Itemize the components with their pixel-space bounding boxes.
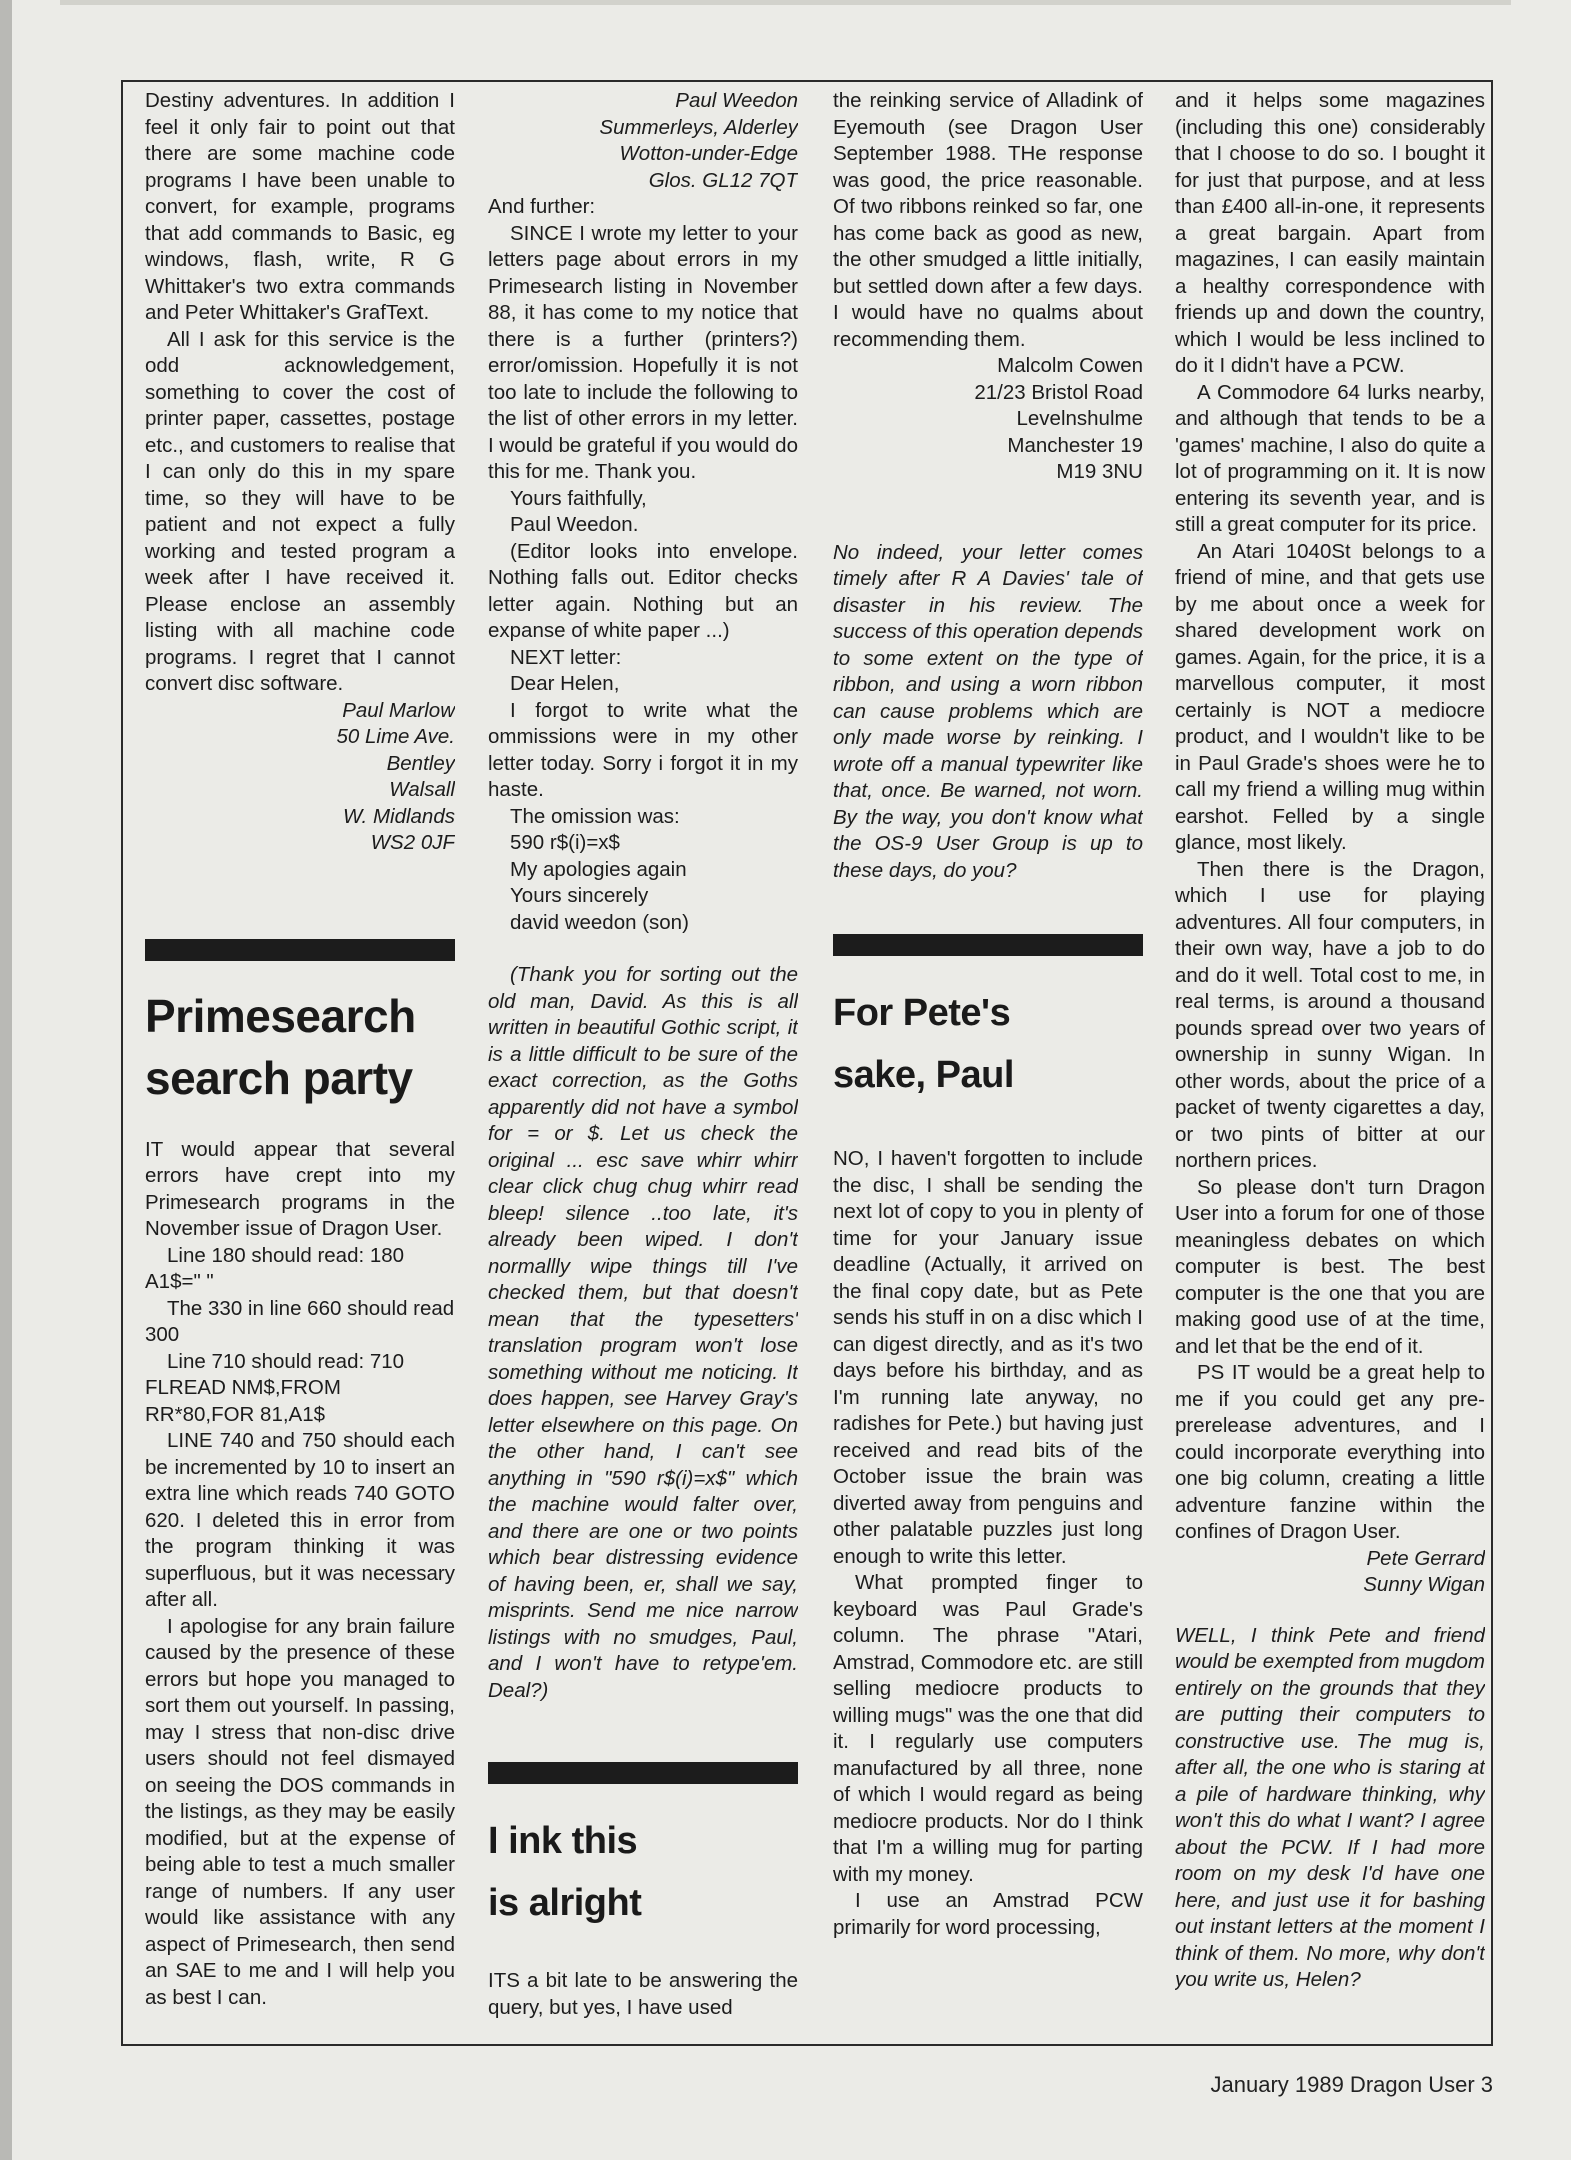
headline-line: For Pete's <box>833 992 1011 1034</box>
editor-reply: WELL, I think Pete and friend would be exempted from mugdom entirely on the grounds that they are putting their computers to constructive use. The mug is, after all, the one who is staring at a pile of hardware thinking, why won't this do what I want? I agree about the PCW. If I had more room on my desk I'd have one here, and just use it for bashing out instant letters at the moment I think of them. No more, why don't you write us, Helen? <box>1175 1623 1485 1991</box>
section-divider-bar <box>145 939 455 961</box>
paragraph: The omission was: <box>510 804 680 828</box>
signature-line: Levelnshulme <box>1016 407 1143 430</box>
paragraph: SINCE I wrote my letter to your letters page about errors in my Primesearch listing in November 88, it has come to my notice that there is a further (printers?) error/omission. Hopefully it is not too late to include the following to the list of other errors in my letter. I would be grateful if you would do this for me. Thank you. <box>488 221 798 483</box>
signature-line: Glos. GL12 7QT <box>648 168 798 192</box>
headline-line: search party <box>145 1051 413 1104</box>
paragraph: (Editor looks into envelope. Nothing falls out. Editor checks letter again. Nothing but an expanse of white paper ...) <box>488 539 798 642</box>
signature-line: Malcolm Cowen <box>997 354 1143 377</box>
paragraph: Yours sincerely <box>510 884 649 907</box>
column-3 <box>833 88 1143 2038</box>
signature-line: Summerleys, Alderley <box>599 115 798 139</box>
paragraph: Line 710 should read: 710 FLREAD NM$,FROM RR*80,FOR 81,A1$ <box>145 1349 405 1426</box>
paragraph: Dear Helen, <box>510 672 620 695</box>
column-1 <box>145 88 455 2038</box>
paragraph: LINE 740 and 750 should each be incremented by 10 to insert an extra line which reads 740 GOTO 620. I deleted this in error from the program thinking it was superfluous, but it was necessary after all. <box>145 1429 455 1611</box>
page-footer: January 1989 Dragon User 3 <box>1210 2072 1493 2097</box>
page-spine-shadow <box>0 0 12 2160</box>
signature-line: Walsall <box>389 778 455 801</box>
paragraph: Then there is the Dragon, which I use for playing adventures. All four computers, in their own way, have a job to do and do it well. Total cost to me, in real terms, is around a thousand pounds spread over two years of ownership in sunny Wigan. In other words, about the price of a packet of twenty cigarettes a day, or two pints of bitter at our northern prices. <box>1175 857 1485 1172</box>
signature-line: Pete Gerrard <box>1366 1546 1485 1570</box>
headline-line: sake, Paul <box>833 1054 1014 1096</box>
signature-line: Wotton-under-Edge <box>619 142 798 165</box>
paragraph: NO, I haven't forgotten to include the disc, I shall be sending the next lot of copy to you in plenty of time for your January issue deadline (Actually, it arrived on the final copy date, but as Pete sends his stuff in on a disc which I can digest directly, and as it's two days before his birthday, and as I'm running late anyway, no radishes for Pete.) but having just received and read bits of the October issue the brain was diverted away from penguins and other palatable puzzles just long enough to write this letter. <box>833 1147 1143 1568</box>
paragraph: 590 r$(i)=x$ <box>510 831 620 854</box>
section-divider-bar <box>833 934 1143 956</box>
paragraph: I use an Amstrad PCW primarily for word processing, <box>833 1889 1143 1939</box>
signature-line: M19 3NU <box>1056 460 1143 483</box>
paragraph: and it helps some magazines (including this one) considerably that I choose to do so. I bought it for just that purpose, and at less than £400 all-in-one, it represents a great bargain. Apart from magazines, I can easily maintain a healthy correspondence with friends up and down the country, which I would be less inclined to do it I didn't have a PCW. <box>1175 89 1485 377</box>
signature-line: 21/23 Bristol Road <box>974 380 1143 404</box>
column-2 <box>488 88 798 2038</box>
headline-line: I ink this <box>488 1820 638 1862</box>
signature-line: W. Midlands <box>342 804 455 828</box>
paragraph: david weedon (son) <box>510 910 689 934</box>
signature-line: Paul Weedon <box>675 89 798 112</box>
paragraph: Yours faithfully, <box>510 486 647 510</box>
editor-reply: No indeed, your letter comes timely after R A Davies' tale of disaster in his review. The success of this operation depends to some extent on the type of ribbon, and using a worn ribbon can cause problems which are only made worse by reinking. I wrote off a manual typewriter like that, once. Be warned, not worn. By the way, you don't know what the OS-9 User Group is up to these days, do you? <box>833 540 1143 882</box>
paragraph: Line 180 should read: 180 A1$=" " <box>145 1243 405 1293</box>
paragraph: Destiny adventures. In addition I feel it only fair to point out that there are some machine code programs I have been unable to convert, for example, programs that add commands to Basic, eg windows, flash, write, R G Whittaker's two extra commands and Peter Whittaker's GrafText. <box>145 89 455 324</box>
headline-for-petes-sake <box>833 982 1143 1106</box>
signature-line: WS2 0JF <box>370 831 455 854</box>
paragraph: PS IT would be a great help to me if you could get any pre-prerelease adventures, and I could incorporate everything into one big column, creating a little adventure fanzine within the confines of Dragon User. <box>1175 1361 1485 1543</box>
paragraph: Paul Weedon. <box>510 513 639 536</box>
editor-reply: (Thank you for sorting out the old man, David. As this is all written in beautiful Gothic script, it is a little difficult to be sure of the exact correction, as the Goths apparently did not have a symbol for = or $. Let us check the original ... esc save whirr whirr clear click chug chug whirr read bleep! silence ..too late, it's already been wiped. I don't normallly wipe things till I've checked them, but that doesn't mean that the typesetters' translation program won't lose something without me noticing. It does happen, see Harvey Gray's letter elsewhere on this page. On the other hand, I can't see anything in "590 r$(i)=x$" which the machine would falter over, and there are one or two points which bear distressing evidence of having been, er, shall we say, misprints. Send me nice narrow listings with no smudges, Paul, and I won't have to retype'em. Deal?) <box>488 963 798 1702</box>
signature-line: Sunny Wigan <box>1363 1573 1485 1596</box>
paragraph: I forgot to write what the ommissions were in my other letter today. Sorry i forgot it in my haste. <box>488 698 798 801</box>
paragraph: IT would appear that several errors have crept into my Primesearch programs in the November issue of Dragon User. <box>145 1137 455 1240</box>
headline-primesearch <box>145 985 455 1109</box>
paragraph: All I ask for this service is the odd acknowledgement, something to cover the cost of printer paper, cassettes, postage etc., and customers to realise that I can only do this in my spare time, so they will have to be patient and not expect a fully working and tested program a week after I have received it. Please enclose an assembly listing with all machine code programs. I regret that I cannot convert disc software. <box>145 327 455 695</box>
section-divider-bar <box>488 1762 798 1784</box>
paragraph: The 330 in line 660 should read 300 <box>145 1296 455 1346</box>
signature-paul-weedon <box>488 88 798 194</box>
paragraph: ITS a bit late to be answering the query, but yes, I have used <box>488 1969 798 2019</box>
paragraph: What prompted finger to keyboard was Paul Grade's column. The phrase "Atari, Amstrad, Commodore etc. are still selling mediocre products to willing mugs" was the one that did it. I regularly use computers manufactured by all three, none of which I would regard as being mediocre products. Nor do I think that I'm a willing mug for parting with my money. <box>833 1571 1143 1886</box>
paragraph: NEXT letter: <box>510 645 622 669</box>
headline-line: is alright <box>488 1882 642 1924</box>
signature-line: Paul Marlow <box>342 698 455 722</box>
paragraph: So please don't turn Dragon User into a forum for one of those meaningless debates on which computer is best. The best computer is the one that you are making good use of at the time, and let that be the end of it. <box>1175 1175 1485 1358</box>
headline-ink <box>488 1810 798 1934</box>
page-top-edge <box>60 0 1511 5</box>
paragraph: I apologise for any brain failure caused by the presence of these errors but hope you managed to sort them out yourself. In passing, may I stress that non-disc drive users should not feel dismayed on seeing the DOS commands in the listings, as they may be easily modified, but at the expense of being able to test a much smaller range of numbers. If any user would like assistance with any aspect of Primesearch, then send an SAE to me and I will help you as best I can. <box>145 1614 455 2009</box>
paragraph: An Atari 1040St belongs to a friend of mine, and that gets use by me about once a week for shared development work on games. Again, for the price, it is a marvellous computer, it most certainly is NOT a mediocre product, and I wouldn't like to be in Paul Grade's shoes were he to call my friend a willing mug within earshot. Felled by a single glance, most likely. <box>1175 539 1485 854</box>
signature-malcolm-cowen <box>833 353 1143 486</box>
paragraph: A Commodore 64 lurks nearby, and although that tends to be a 'games' machine, I also do quite a lot of programming on it. It is now entering its seventh year, and is still a great computer for its price. <box>1175 380 1485 536</box>
signature-line: 50 Lime Ave. <box>336 725 455 748</box>
headline-line: Primesearch <box>145 989 416 1042</box>
signature-line: Manchester 19 <box>1007 433 1143 457</box>
signature-line: Bentley <box>386 751 455 775</box>
column-4 <box>1175 88 1485 2038</box>
signature-paul-marlow <box>145 698 455 857</box>
paragraph: My apologies again <box>510 857 687 881</box>
paragraph: And further: <box>488 195 596 218</box>
paragraph: the reinking service of Alladink of Eyemouth (see Dragon User September 1988. THe response was good, the price reasonable. Of two ribbons reinked so far, one has come back as good as new, the other smudged a little initially, but settled down after a few days. I would have no qualms about recommending them. <box>833 89 1143 351</box>
signature-pete-gerrard <box>1175 1546 1485 1599</box>
